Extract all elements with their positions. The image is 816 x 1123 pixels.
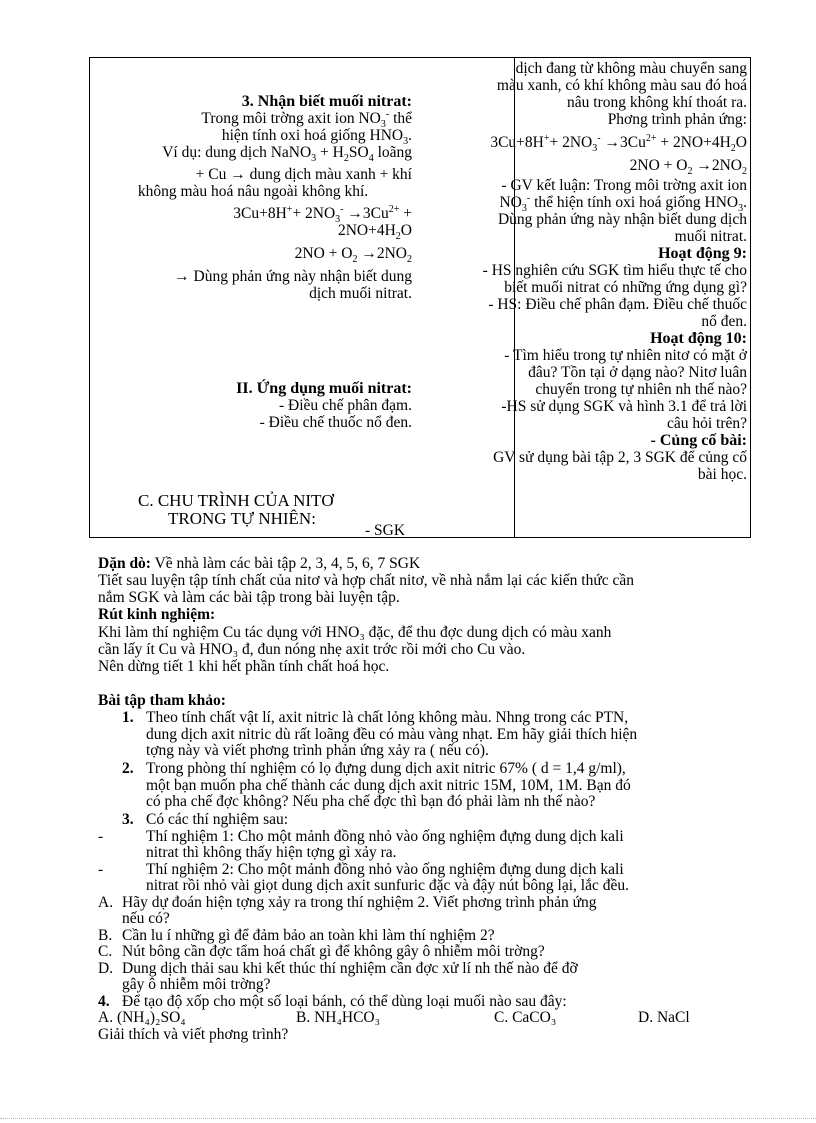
left-text: dịch muối nitrat. [309,285,412,302]
paragraph: Nên dừng tiết 1 khi hết phần tính chất hoá học. [98,658,390,675]
left-text: Ví dụ: dung dịch NaNO$_3$ + $H_2SO_4$ loãng [162,144,412,165]
equation: $2NO+4H_2O$ [337,222,412,243]
exercise-1: 1. Theo tính chất vật lí, axit nitric là chất lỏng không màu. Nhng trong các PTN, dung dịch axit nitric dù rất loãng đều có màu vàng nhạt. Em hãy giải thích hiện tợng này và viết phơng trình phản ứng xảy ra ( nếu có). [122,709,638,759]
experience-heading: Rút kinh nghiệm: [98,606,216,623]
homework-line: Dặn dò: Về nhà làm các bài tập 2, 3, 4, 5, 6, 7 SGK [98,555,421,572]
exercise-2: 2. Trong phòng thí nghiệm có lọ đựng dung dịch axit nitric 67% ( d = 1,4 g/ml), một bạn muốn pha chế thành các dung dịch axit nitric 15M, 10M, 1M. Bạn đó có pha chế đợc không? Nếu pha chế đợc thì bạn đó phải làm nh thế nào? [122,760,631,810]
section-heading-3: 3. Nhận biết muối nitrat: [241,93,412,110]
sgk-ref: - SGK [365,522,406,539]
equation: $2NO + O_2 \to 2NO_2$ [294,245,412,266]
activity-heading: Hoạt động 10: [650,330,747,347]
consolidation-heading: - Củng cố bài: [650,432,747,449]
section-heading-c: C. CHU TRÌNH CỦA NITƠ TRONG TỰ NHIÊN: [138,491,334,528]
paragraph: cần lấy ít Cu và HNO₃ đ, đun nóng nhẹ axit trớc rồi mới cho Cu vào. [98,641,526,658]
exercises-heading: Bài tập tham khảo: [98,692,226,709]
section-heading-2: II. Ứng dụng muối nitrat: [236,380,412,397]
equation: $3Cu+8H^++ 2NO_3^- \to 3Cu^{2+}$ + [233,203,412,226]
lesson-table [89,57,751,538]
left-text: Trong môi trờng axit ion $NO_3^-$ thể [201,108,412,131]
exercise-3: 3. Có các thí nghiệm sau: - Thí nghiệm 1: Cho một mảnh đồng nhỏ vào ống nghiệm đựng dung dịch kali nitrat thì không thấy hiện tợng gì xảy ra. - Thí nghiệm 2: Cho một mảnh đồng nhỏ vào ống nghiệm đựng dung dịch kali nitrat rồi nhỏ vài giọt dung dịch axit sunfuric đặc và đậy nút bông lại, lắc đều. A. Hãy dự đoán hiện tợng xảy ra trong thí nghiệm 2. Viết phơng trình phản ứng nếu có? B. Cần lu í những gì để đảm bảo an toàn khi làm thí nghiệm 2? C. Nút bông cần đợc tẩm hoá chất gì để không gây ô nhiễm môi trờng? D. Dung dịch thải sau khi kết thúc thí nghiệm cần đợc xử lí nh thế nào để đỡ gây ô nhiễm môi trờng? 4. Để tạo độ xốp cho một số loại bánh, có thể dùng loại muối nào sau đây: A. (NH₄)₂SO₄ B. NH₄HCO₃ C. CaCO₃ D. NaCl Giải thích và viết phơng trình? [98,812,758,1043]
answer-options: A. (NH₄)₂SO₄ B. NH₄HCO₃ C. CaCO₃ D. NaCl [98,1009,690,1026]
left-column [94,93,412,431]
left-text: không màu hoá nâu ngoài không khí. [137,183,369,200]
paragraph: Khi làm thí nghiệm Cu tác dụng với HNO₃ đặc, để thu đợc dung dịch có màu xanh [98,624,612,641]
equation: $3Cu+8H^++ 2NO_3^- \to 3Cu^{2+} + 2NO+4H_2O$ [490,132,747,155]
left-text: → Dùng phản ứng này nhận biết dung [174,268,412,285]
equation: $2NO + O_2 \to 2NO_2$ [629,157,747,178]
left-text: - Điều chế thuốc nổ đen. [259,414,412,431]
left-text: - Điều chế phân đạm. [279,397,412,414]
page-bottom-divider [0,1118,816,1119]
paragraph: Tiết sau luyện tập tính chất của nitơ và hợp chất nitơ, về nhà nắm lại các kiến thức cần [98,572,635,589]
left-text: hiện tính oxi hoá giống $HNO_3$. [221,127,412,148]
paragraph: nắm SGK và làm các bài tập trong bài luyện tập. [98,589,400,606]
activity-heading: Hoạt động 9: [658,245,747,262]
left-text: + Cu → dung dịch màu xanh + khí [195,166,412,183]
right-column: dịch đang từ không màu chuyển sang màu xanh, có khí không màu sau đó hoá nâu trong không khí thoát ra. Phơng trình phản ứng: $3Cu+8H^++ 2NO_3^- \to 3Cu^{2+} + 2NO+4H_2O$ $2NO + O_2 \to 2NO_2$ - GV kết luận: Trong môi trờng axit ion $NO_3^-$ thể hiện tính oxi hoá giống $HNO_3$. Dùng phản ứng này nhận biết dung dịch muối nitrat. Hoạt động 9: - HS nghiên cứu SGK tìm hiểu thực tế cho biết muối nitrat có những ứng dụng gì? - HS: Điều chế phân đạm. Điều chế thuốc nổ đen. Hoạt động 10: - Tìm hiểu trong tự nhiên nitơ có mặt ở đâu? Tồn tại ở dạng nào? Nitơ luân chuyển trong tự nhiên nh thế nào? -HS sử dụng SGK và hình 3.1 để trả lời câu hỏi trên? - Củng cố bài: GV sử dụng bài tập 2, 3 SGK để củng cố bài học. [426,60,747,483]
